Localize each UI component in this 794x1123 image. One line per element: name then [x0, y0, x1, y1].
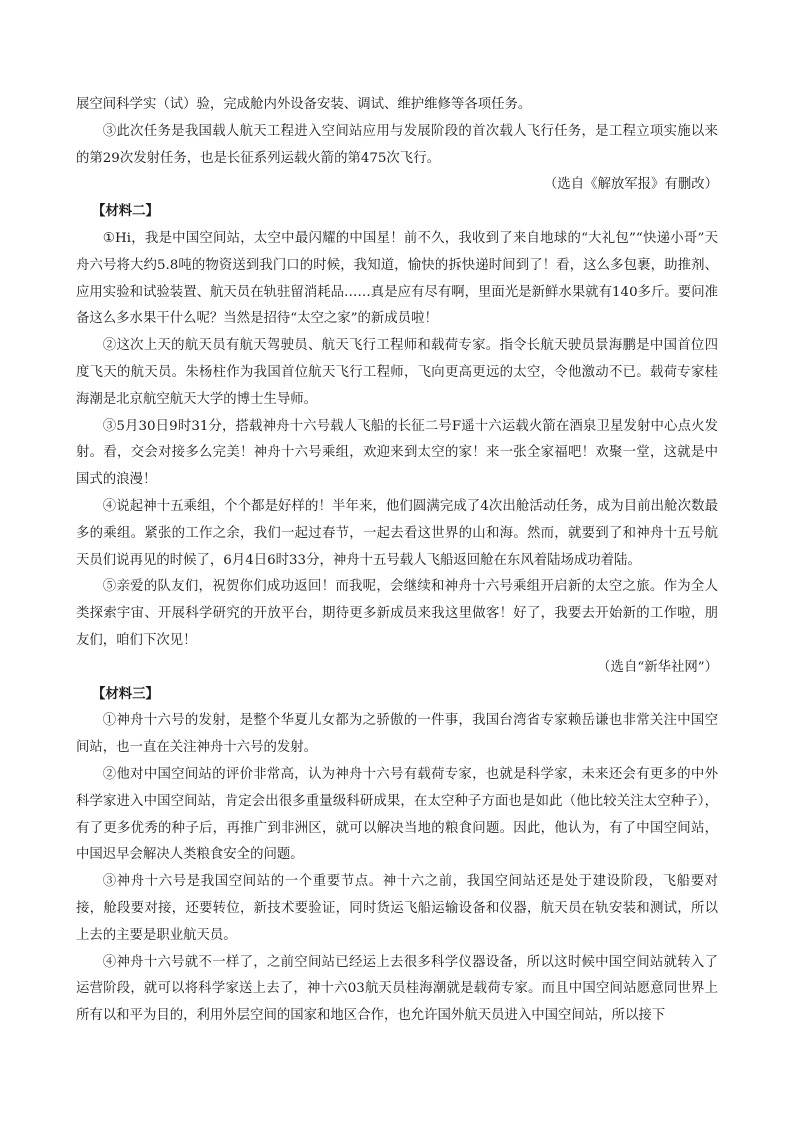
source-citation-material2: （选自“新华社网”）	[597, 659, 718, 675]
paragraph-material3-2: ②他对中国空间站的评价非常高，认为神舟十六号有载荷专家，也就是科学家，未来还会有更多的中外科学家进入中国空间站，肯定会出很多重量级科研成果，在太空种子方面也是如此（他比较关注太空种子），有了更多优秀的种子后，再推广到非洲区，就可以解决当地的粮食问题。因此，他认为，有了中国空间站，中国迟早会解决人类粮食安全的问题。	[76, 766, 718, 863]
paragraph-material2-4: ④说起神十五乘组，个个都是好样的！半年来，他们圆满完成了4次出舱活动任务，成为目前出舱次数最多的乘组。紧张的工作之余，我们一起过春节，一起去看这世界的山和海。然而，就要到了和神舟十五号航天员们说再见的时候了，6月4日6时33分，神舟十五号载人飞船返回舱在东风着陆场成功着陆。	[76, 498, 718, 568]
paragraph-material1-3: ③此次任务是我国载人航天工程进入空间站应用与发展阶段的首次载人飞行任务，是工程立项实施以来的第29次发射任务，也是长征系列运载火箭的第475次飞行。	[76, 123, 718, 166]
paragraph-material3-3: ③神舟十六号是我国空间站的一个重要节点。神十六之前，我国空间站还是处于建设阶段，飞船要对接，舱段要对接，还要转位，新技术要验证，同时货运飞船运输设备和仪器，航天员在轨安装和测试，所以上去的主要是职业航天员。	[76, 874, 718, 943]
paragraph-material3-1: ①神舟十六号的发射，是整个华夏儿女都为之骄傲的一件事，我国台湾省专家赖岳谦也非常关注中国空间站，也一直在关注神舟十六号的发射。	[76, 713, 718, 756]
paragraph-material2-2: ②这次上天的航天员有航天驾驶员、航天飞行工程师和载荷专家。指令长航天驶员景海鹏是中国首位四度飞天的航天员。朱杨柱作为我国首位航天飞行工程师，飞向更高更远的太空，令他激动不已。载荷专家桂海潮是北京航空航天大学的博士生导师。	[76, 338, 718, 407]
paragraph-material2-3: ③5月30日9时31分，搭载神舟十六号载人飞船的长征二号F遥十六运载火箭在酒泉卫星发射中心点火发射。看，交会对接多么完美！神舟十六号乘组，欢迎来到太空的家！来一张全家福吧！欢聚一堂，这就是中国式的浪漫！	[76, 418, 718, 488]
paragraph-material2-5: ⑤亲爱的队友们，祝贺你们成功返回！而我呢，会继续和神舟十六号乘组开启新的太空之旅。作为全人类探索宇宙、开展科学研究的开放平台，期待更多新成员来我这里做客！好了，我要去开始新的工作啦，朋友们，咱们下次见！	[76, 579, 718, 648]
heading-material2: 【材料二】	[92, 204, 159, 220]
paragraph-material3-4: ④神舟十六号就不一样了，之前空间站已经运上去很多科学仪器设备，所以这时候中国空间站就转入了运营阶段，就可以将科学家送上去了，神十六03航天员桂海潮就是载荷专家。而且中国空间站愿意同世界上所有以和平为目的，利用外层空间的国家和地区合作，也允许国外航天员进入中国空间站，所以接下	[76, 954, 718, 1024]
paragraph-material2-1: ①Hi，我是中国空间站，太空中最闪耀的中国星！前不久，我收到了来自地球的“大礼包”“快递小哥”天舟六号将大约5.8吨的物资送到我门口的时候，我知道，愉快的拆快递时间到了！看，这么多包裹，助推剂、应用实验和试验装置、航天员在轨驻留消耗品……真是应有尽有啊，里面光是新鲜水果就有140多斤。要问准备这么多水果干什么呢？当然是招待“太空之家”的新成员啦！	[76, 230, 718, 327]
heading-material3: 【材料三】	[92, 686, 159, 702]
text-column	[76, 92, 718, 1030]
paragraph-continued: 展空间科学实（试）验，完成舱内外设备安装、调试、维护维修等各项任务。	[76, 97, 532, 112]
source-citation-material1: （选自《解放军报》有删改）	[543, 177, 718, 193]
